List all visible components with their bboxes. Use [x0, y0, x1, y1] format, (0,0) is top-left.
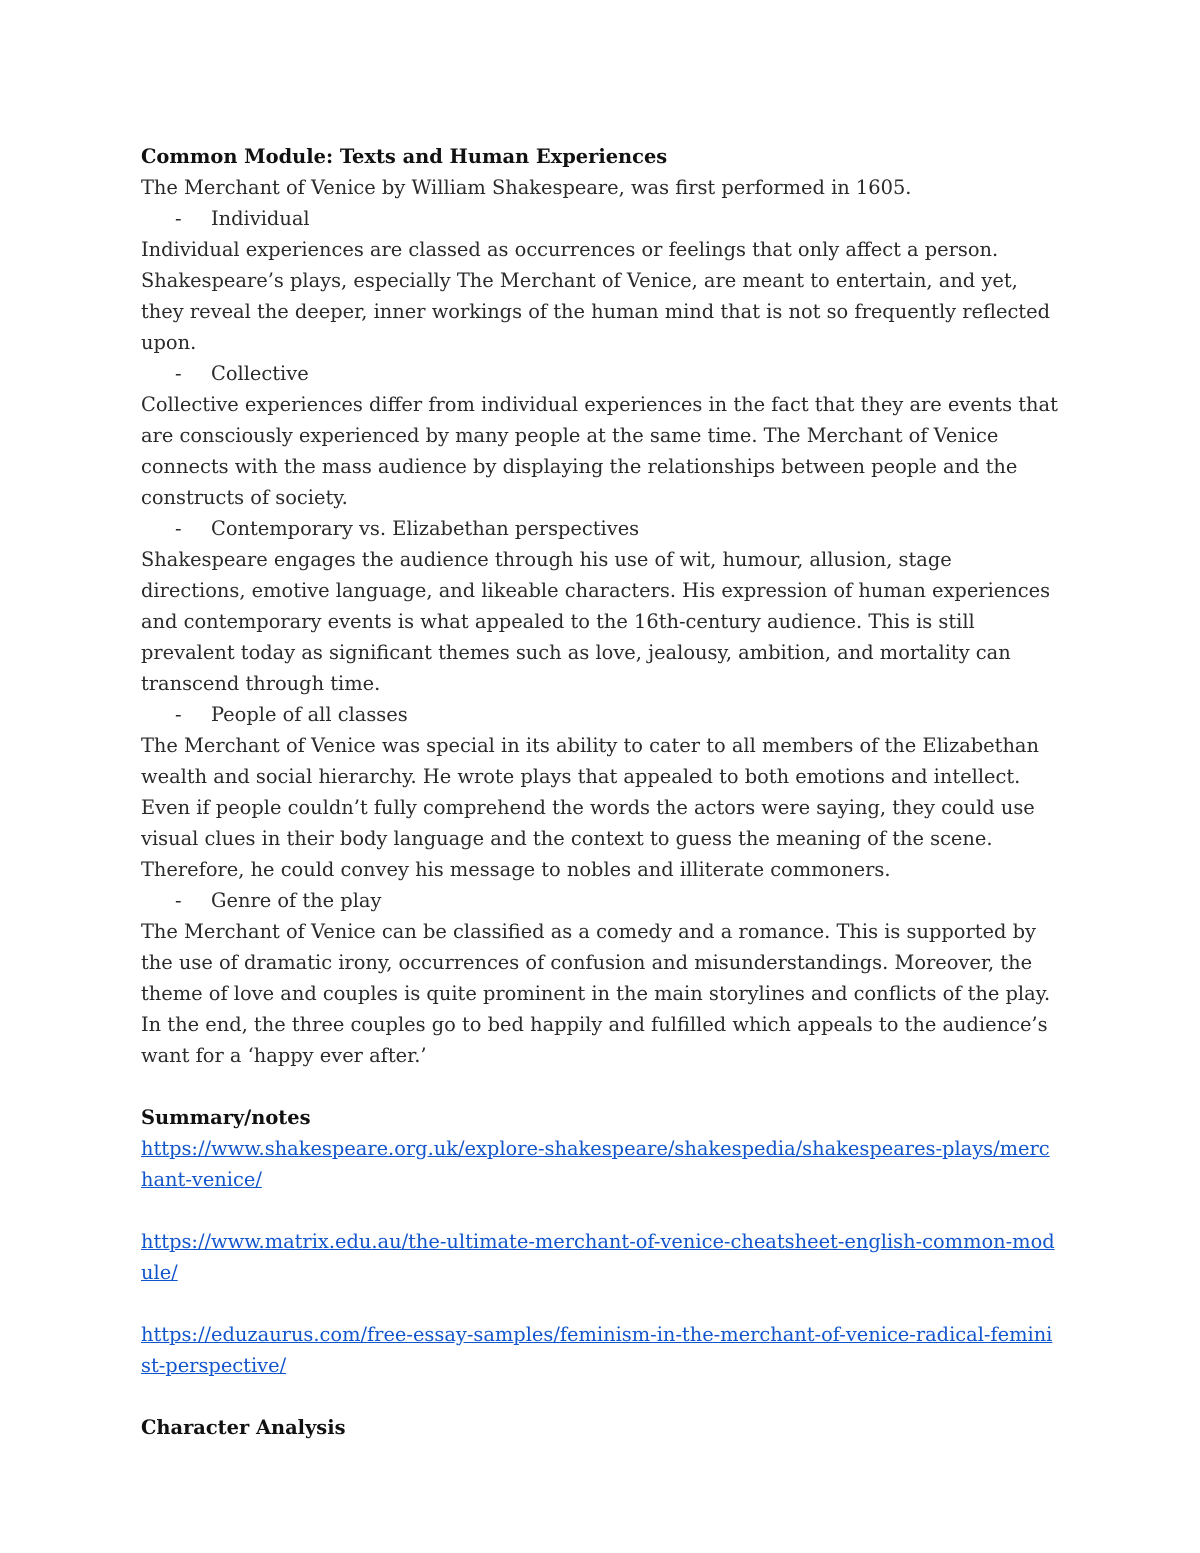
document-title: Common Module: Texts and Human Experiences — [141, 145, 668, 168]
intro-paragraph: The Merchant of Venice by William Shakespeare, was first performed in 1605. — [141, 176, 912, 199]
summary-link-shakespeare-org[interactable]: https://www.shakespeare.org.uk/explore-shakespeare/shakespedia/shakespeares-plays/merchant-venice/ — [141, 1137, 1050, 1191]
bullet-dash: - — [175, 517, 182, 540]
bullet-collective — [141, 358, 1061, 389]
bullet-genre — [141, 885, 1061, 916]
paragraph-contemporary: Shakespeare engages the audience through his use of wit, humour, allusion, stage directions, emotive language, and likeable characters. His expression of human experiences and contemporary events is what appealed to the 16th-century audience. This is still prevalent today as significant themes such as love, jealousy, ambition, and mortality can transcend through time. — [141, 548, 1051, 695]
spacer — [141, 1288, 1061, 1319]
bullet-dash: - — [175, 889, 182, 912]
bullet-label: Individual — [211, 207, 310, 230]
spacer — [141, 1071, 1061, 1102]
document-page — [141, 141, 1061, 1443]
bullet-contemporary — [141, 513, 1061, 544]
summary-heading: Summary/notes — [141, 1106, 311, 1129]
bullet-label: Genre of the play — [211, 889, 382, 912]
paragraph-classes: The Merchant of Venice was special in its ability to cater to all members of the Elizabethan wealth and social hierarchy. He wrote plays that appealed to both emotions and intellect. Even if people couldn’t fully comprehend the words the actors were saying, they could use visual clues in their body language and the context to guess the meaning of the scene. Therefore, he could convey his message to nobles and illiterate commoners. — [141, 734, 1039, 881]
character-analysis-heading: Character Analysis — [141, 1416, 346, 1439]
spacer — [141, 1381, 1061, 1412]
paragraph-genre: The Merchant of Venice can be classified as a comedy and a romance. This is supported by the use of dramatic irony, occurrences of confusion and misunderstandings. Moreover, the theme of love and couples is quite prominent in the main storylines and conflicts of the play. In the end, the three couples go to bed happily and fulfilled which appeals to the audience’s want for a ‘happy ever after.’ — [141, 920, 1051, 1067]
bullet-label: People of all classes — [211, 703, 408, 726]
bullet-dash: - — [175, 207, 182, 230]
summary-link-matrix[interactable]: https://www.matrix.edu.au/the-ultimate-merchant-of-venice-cheatsheet-english-common-module/ — [141, 1230, 1055, 1284]
bullet-classes — [141, 699, 1061, 730]
paragraph-collective: Collective experiences differ from individual experiences in the fact that they are events that are consciously experienced by many people at the same time. The Merchant of Venice connects with the mass audience by displaying the relationships between people and the constructs of society. — [141, 393, 1058, 509]
bullet-dash: - — [175, 362, 182, 385]
spacer — [141, 1195, 1061, 1226]
summary-link-eduzaurus[interactable]: https://eduzaurus.com/free-essay-samples/feminism-in-the-merchant-of-venice-radical-feminist-perspective/ — [141, 1323, 1053, 1377]
bullet-individual — [141, 203, 1061, 234]
bullet-label: Contemporary vs. Elizabethan perspectives — [211, 517, 640, 540]
bullet-label: Collective — [211, 362, 309, 385]
paragraph-individual: Individual experiences are classed as occurrences or feelings that only affect a person. Shakespeare’s plays, especially The Merchant of Venice, are meant to entertain, and yet, they reveal the deeper, inner workings of the human mind that is not so frequently reflected upon. — [141, 238, 1050, 354]
bullet-dash: - — [175, 703, 182, 726]
